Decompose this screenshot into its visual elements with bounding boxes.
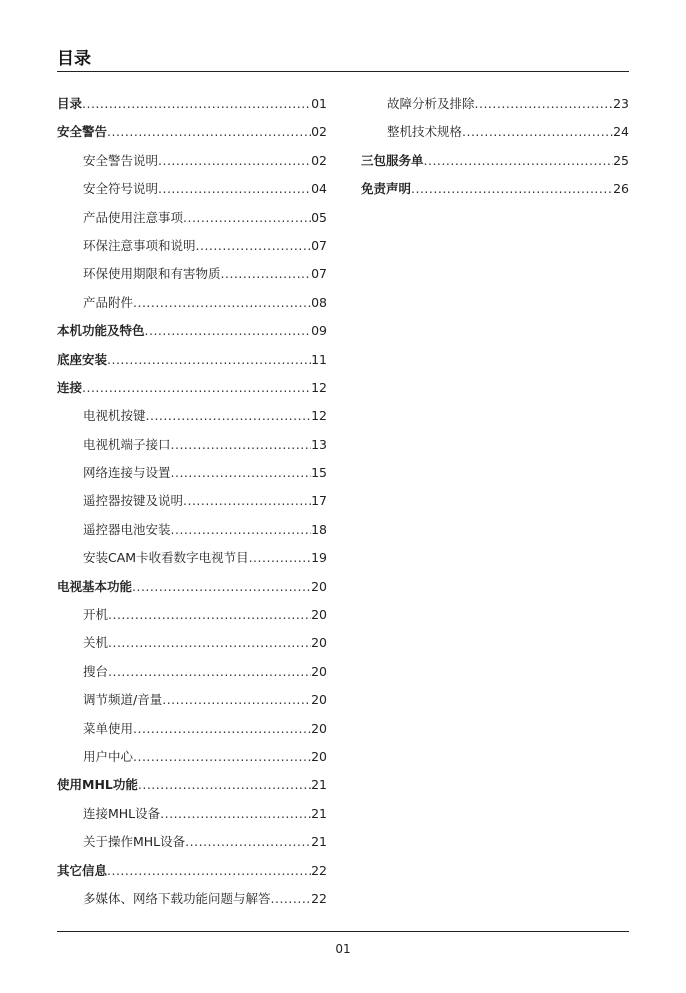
toc-entry-title: 电视机端子接口 [83, 436, 171, 452]
toc-entry-page: 25 [613, 152, 629, 168]
toc-entry-page: 07 [311, 266, 327, 282]
toc-entry-page: 04 [311, 181, 327, 197]
toc-entry-title: 使用MHL功能 [57, 777, 138, 793]
toc-entry[interactable] [57, 888, 327, 916]
toc-entry-title: 菜单使用 [83, 720, 134, 736]
toc-entry-title: 搜台 [83, 663, 109, 679]
toc-entry[interactable] [57, 632, 327, 660]
toc-entry[interactable] [57, 604, 327, 632]
toc-dot-leader [108, 604, 311, 626]
toc-entry[interactable] [57, 320, 327, 348]
toc-dot-leader [475, 93, 614, 115]
toc-dot-leader [411, 178, 613, 200]
toc-entry-page: 20 [311, 692, 327, 708]
toc-dot-leader [271, 888, 312, 910]
toc-dot-leader [171, 462, 312, 484]
toc-entry[interactable] [361, 121, 629, 149]
toc-dot-leader [158, 178, 311, 200]
toc-dot-leader [424, 150, 614, 172]
toc-dot-leader [462, 121, 613, 143]
toc-entry-title: 产品使用注意事项 [83, 209, 184, 225]
toc-dot-leader [107, 121, 311, 143]
toc-entry-page: 08 [311, 294, 327, 310]
toc-dot-leader [108, 661, 311, 683]
toc-entry[interactable] [57, 661, 327, 689]
toc-right-column [361, 93, 629, 207]
toc-entry[interactable] [57, 547, 327, 575]
toc-entry[interactable] [57, 377, 327, 405]
toc-entry-title: 安装CAM卡收看数字电视节目 [83, 550, 249, 566]
toc-entry-page: 20 [311, 663, 327, 679]
toc-entry-title: 连接 [57, 379, 83, 395]
toc-entry-page: 17 [311, 493, 327, 509]
toc-entry[interactable] [57, 462, 327, 490]
toc-entry-title: 目录 [57, 96, 83, 111]
toc-dot-leader [249, 547, 312, 569]
toc-dot-leader [162, 689, 311, 711]
toc-entry-page: 21 [311, 834, 327, 850]
toc-entry[interactable] [57, 803, 327, 831]
toc-dot-leader [138, 774, 311, 796]
toc-entry-title: 遥控器按键及说明 [83, 493, 184, 509]
toc-entry-page: 01 [311, 96, 327, 111]
toc-entry-title: 整机技术规格 [387, 124, 463, 140]
toc-entry[interactable] [57, 860, 327, 888]
toc-dot-leader [133, 292, 311, 314]
toc-dot-leader [160, 803, 311, 825]
toc-dot-leader [82, 377, 311, 399]
toc-entry-page: 12 [311, 408, 327, 424]
toc-entry[interactable] [361, 93, 629, 121]
toc-entry-page: 15 [311, 465, 327, 481]
toc-entry[interactable] [57, 349, 327, 377]
toc-dot-leader [158, 150, 311, 172]
toc-entry-title: 安全警告说明 [83, 152, 159, 168]
toc-entry-title: 遥控器电池安装 [83, 521, 171, 537]
toc-entry-title: 关机 [83, 635, 109, 651]
toc-entry[interactable] [57, 519, 327, 547]
toc-entry-title: 三包服务单 [361, 152, 424, 168]
toc-entry-title: 安全符号说明 [83, 181, 159, 197]
toc-entry-title: 环保注意事项和说明 [83, 237, 196, 253]
toc-entry-page: 20 [311, 720, 327, 736]
toc-entry-title: 多媒体、网络下载功能问题与解答 [83, 890, 271, 906]
toc-dot-leader [146, 405, 312, 427]
page-number: 01 [335, 942, 351, 956]
toc-entry-page: 13 [311, 436, 327, 452]
toc-entry-title: 产品附件 [83, 294, 134, 310]
toc-entry-page: 23 [613, 96, 629, 111]
toc-entry-title: 关于操作MHL设备 [83, 834, 186, 850]
toc-entry-title: 电视机按键 [83, 408, 146, 424]
toc-entry-title: 安全警告 [57, 124, 108, 140]
toc-entry-page: 11 [311, 351, 327, 367]
toc-dot-leader [133, 746, 311, 768]
toc-entry[interactable] [57, 490, 327, 518]
toc-dot-leader [82, 93, 311, 115]
toc-entry-page: 24 [613, 124, 629, 140]
toc-dot-leader [171, 434, 312, 456]
toc-dot-leader [185, 831, 311, 853]
toc-entry-page: 18 [311, 521, 327, 537]
toc-entry-title: 免责声明 [361, 181, 412, 197]
toc-entry[interactable] [57, 207, 327, 235]
toc-entry-page: 20 [311, 635, 327, 651]
toc-dot-leader [145, 320, 312, 342]
toc-entry-page: 19 [311, 550, 327, 566]
toc-entry[interactable] [57, 434, 327, 462]
toc-entry[interactable] [57, 689, 327, 717]
toc-entry[interactable] [57, 718, 327, 746]
toc-entry[interactable] [57, 178, 327, 206]
toc-dot-leader [107, 349, 311, 371]
toc-entry-page: 02 [311, 152, 327, 168]
toc-entry-page: 05 [311, 209, 327, 225]
toc-entry-title: 环保使用期限和有害物质 [83, 266, 221, 282]
toc-entry[interactable] [57, 263, 327, 291]
toc-entry-page: 21 [311, 777, 327, 793]
toc-entry-title: 底座安装 [57, 351, 108, 367]
toc-entry[interactable] [57, 150, 327, 178]
toc-entry[interactable] [361, 150, 629, 178]
toc-entry-title: 开机 [83, 607, 109, 623]
toc-entry[interactable] [57, 831, 327, 859]
toc-left-column [57, 93, 327, 916]
toc-dot-leader [132, 576, 311, 598]
toc-entry-page: 20 [311, 748, 327, 764]
toc-entry[interactable] [57, 93, 327, 121]
toc-entry-page: 12 [311, 379, 327, 395]
toc-entry-title: 网络连接与设置 [83, 465, 171, 481]
toc-entry-page: 22 [311, 890, 327, 906]
toc-entry[interactable] [57, 746, 327, 774]
toc-entry-title: 用户中心 [83, 748, 134, 764]
toc-dot-leader [196, 235, 312, 257]
toc-dot-leader [107, 860, 311, 882]
toc-entry[interactable] [57, 292, 327, 320]
toc-dot-leader [221, 263, 312, 285]
toc-entry-page: 09 [311, 323, 327, 339]
toc-entry-title: 电视基本功能 [57, 578, 133, 594]
toc-entry-title: 其它信息 [57, 862, 108, 878]
toc-entry-title: 本机功能及特色 [57, 323, 145, 339]
toc-entry[interactable] [361, 178, 629, 206]
toc-entry-page: 07 [311, 237, 327, 253]
toc-dot-leader [108, 632, 311, 654]
toc-entry-title: 连接MHL设备 [83, 805, 161, 821]
toc-entry-title: 故障分析及排除 [387, 96, 475, 111]
toc-entry-page: 02 [311, 124, 327, 140]
toc-entry-page: 26 [613, 181, 629, 197]
toc-entry-title: 调节频道/音量 [83, 692, 163, 708]
header-divider [57, 71, 629, 72]
toc-entry-page: 20 [311, 607, 327, 623]
toc-entry-page: 21 [311, 805, 327, 821]
toc-entry[interactable] [57, 121, 327, 149]
footer-divider [57, 931, 629, 932]
page-title: 目录 [57, 49, 91, 69]
toc-entry[interactable] [57, 774, 327, 802]
toc-entry-page: 20 [311, 578, 327, 594]
toc-dot-leader [183, 207, 311, 229]
toc-entry-page: 22 [311, 862, 327, 878]
toc-dot-leader [183, 490, 311, 512]
toc-entry[interactable] [57, 576, 327, 604]
toc-entry[interactable] [57, 235, 327, 263]
toc-dot-leader [171, 519, 312, 541]
toc-dot-leader [133, 718, 311, 740]
toc-entry[interactable] [57, 405, 327, 433]
